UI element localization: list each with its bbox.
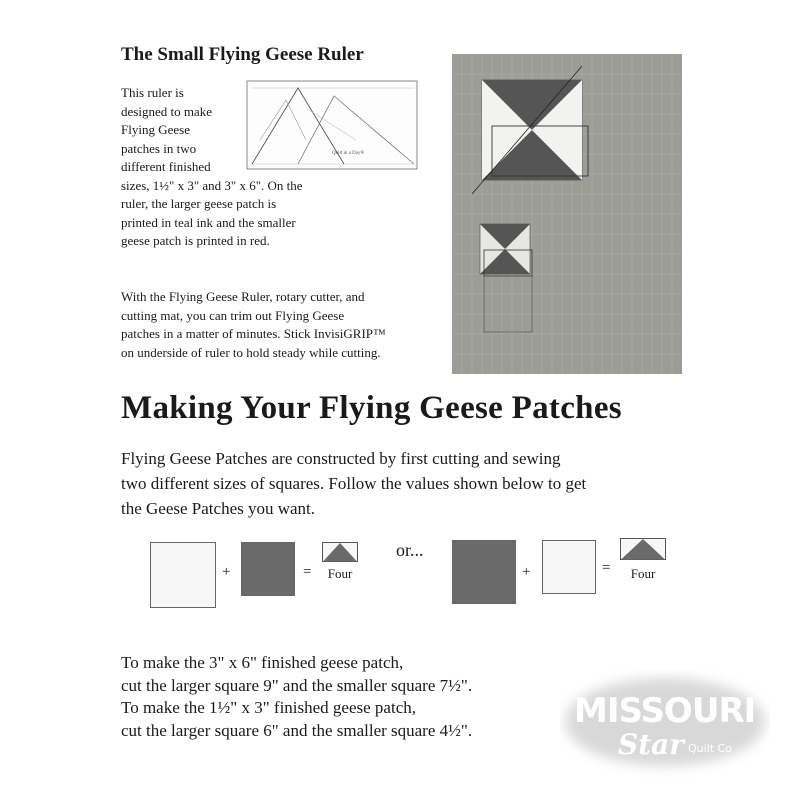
intro-line: This ruler is — [121, 85, 184, 100]
dark-square — [452, 540, 516, 604]
plus-sign: + — [522, 564, 531, 580]
instruction-line: To make the 1½" x 3" finished geese patch, — [121, 698, 416, 717]
body-line: two different sizes of squares. Follow the values shown below to get — [121, 474, 587, 493]
instruction-line: cut the larger square 6" and the smaller square 4½". — [121, 720, 473, 740]
intro-line: ruler, the larger geese patch is — [121, 196, 277, 211]
cutting-instructions — [121, 652, 472, 742]
geese-unit-icon — [322, 542, 358, 562]
svg-text:Quilt Co: Quilt Co — [688, 742, 732, 755]
light-square — [542, 540, 596, 594]
equals-sign: = — [602, 560, 611, 576]
intro-line: patches in two — [121, 140, 197, 156]
cutting-mat-photo — [452, 54, 682, 374]
intro-line: designed to make — [121, 103, 212, 119]
usage-line: patches in a matter of minutes. Stick InvisiGRIP™ — [121, 326, 386, 341]
body-line: Flying Geese Patches are constructed by first cutting and sewing — [121, 449, 561, 468]
plus-sign: + — [222, 564, 231, 580]
page-title: Making Your Flying Geese Patches — [121, 390, 622, 426]
result-label: Four — [630, 566, 656, 581]
intro-line: sizes, 1½" x 3" and 3" x 6". On the — [121, 177, 303, 193]
or-label: or... — [396, 540, 424, 560]
instruction-line: cut the larger square 9" and the smaller square 7½". — [121, 675, 473, 695]
section-title: The Small Flying Geese Ruler — [121, 44, 364, 65]
svg-text:Star: Star — [618, 728, 685, 761]
light-square — [150, 542, 216, 608]
equals-sign: = — [303, 564, 312, 580]
large-geese-block — [472, 66, 588, 194]
intro-line: printed in teal ink and the smaller — [121, 214, 296, 230]
usage-paragraph — [121, 288, 386, 362]
instruction-line: To make the 3" x 6" finished geese patch, — [121, 653, 404, 672]
intro-line: Flying Geese — [121, 122, 190, 137]
intro-line: different finished — [121, 159, 211, 174]
dark-square — [241, 542, 295, 596]
result-label: Four — [327, 566, 353, 581]
body-line: the Geese Patches you want. — [121, 499, 316, 518]
usage-line: With the Flying Geese Ruler, rotary cutter, and — [121, 289, 365, 304]
geese-unit-icon — [620, 538, 666, 560]
usage-line: on underside of ruler to hold steady while cutting. — [121, 344, 381, 360]
svg-text:MISSOURI: MISSOURI — [574, 691, 756, 731]
usage-line: cutting mat, you can trim out Flying Geese — [121, 307, 345, 323]
body-paragraph — [121, 446, 586, 521]
ruler-illustration — [246, 80, 418, 170]
ruler-brand-label: Quilt in a Day® — [332, 151, 365, 156]
missouri-star-watermark — [560, 670, 770, 780]
intro-line: geese patch is printed in red. — [121, 233, 270, 248]
